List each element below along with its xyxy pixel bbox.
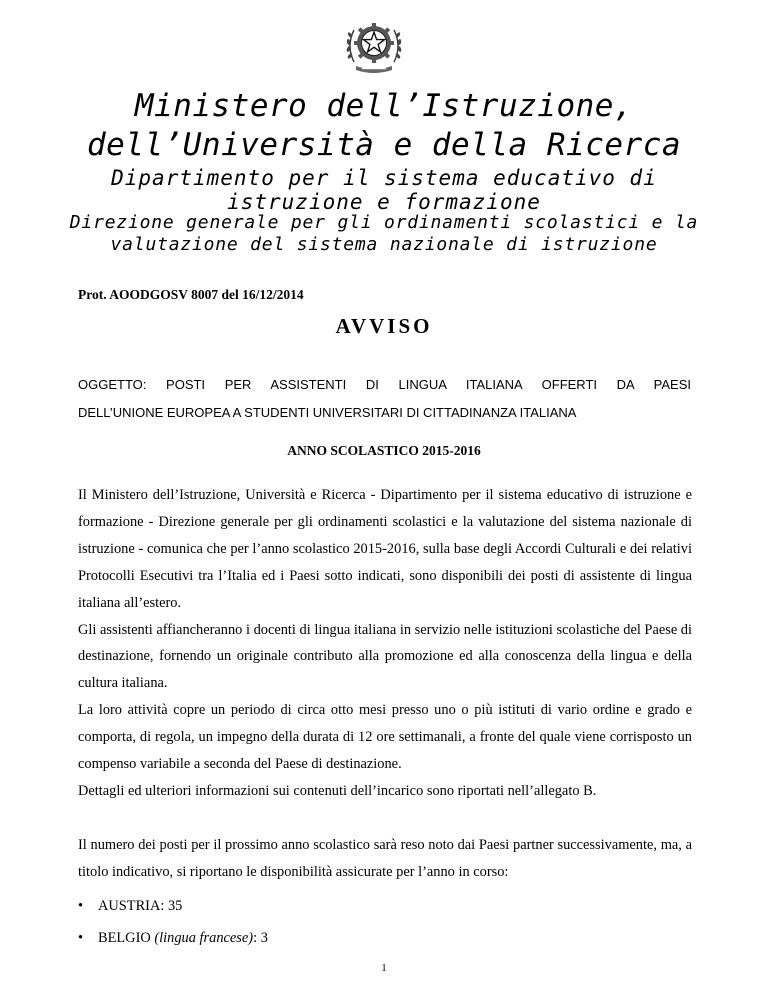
- subject-line-1: OGGETTO: POSTI PER ASSISTENTI DI LINGUA ITALIANA OFFERTI DA PAESI: [78, 377, 691, 392]
- subject-block: [78, 371, 691, 427]
- country-count: : 35: [160, 897, 183, 914]
- subject-line-2: DELL’UNIONE EUROPEA A STUDENTI UNIVERSITARI DI CITTADINANZA ITALIANA: [78, 405, 577, 420]
- body-text: [78, 482, 692, 954]
- paragraph-intro: Il Ministero dell’Istruzione, Università e Ricerca - Dipartimento per il sistema educativo di istruzione e formazione - Direzione generale per gli ordinamenti scolastici e la valutazione del sistema nazionale di istruzione - comunica che per l’anno scolastico 2015-2016, sulla base degli Accordi Culturali e dei relativi Protocolli Esecutivi tra l’Italia ed i Paesi sotto indicati, sono disponibili dei posti di assistente di lingua italiana all’estero.: [78, 487, 692, 611]
- list-item: [78, 890, 692, 922]
- bullet-icon: •: [78, 897, 84, 914]
- page-number: 1: [381, 962, 387, 974]
- country-note: (lingua francese): [154, 929, 254, 946]
- bullet-icon: •: [78, 929, 84, 946]
- paragraph-posts: Il numero dei posti per il prossimo anno scolastico sarà reso noto dai Paesi partner successivamente, ma, a titolo indicativo, si riportano le disponibilità assicurate per l’anno in corso:: [78, 836, 692, 880]
- directorate-line-1: Direzione generale per gli ordinamenti scolastici e la: [69, 212, 699, 233]
- paragraph-details: Dettagli ed ulteriori informazioni sui contenuti dell’incarico sono riportati nell’allegato B.: [78, 782, 597, 799]
- school-year-heading: ANNO SCOLASTICO 2015-2016: [287, 443, 481, 458]
- italian-republic-emblem-icon: [340, 12, 408, 80]
- country-count: : 3: [253, 929, 268, 946]
- protocol-number: Prot. AOODGOSV 8007 del 16/12/2014: [78, 287, 304, 302]
- list-item: [78, 922, 692, 954]
- paragraph-assistants: Gli assistenti affiancheranno i docenti di lingua italiana in servizio nelle istituzioni scolastiche del Paese di destinazione, fornendo un originale contributo alla promozione ed alla conoscenza della lingua e della cultura italiana.: [78, 621, 692, 692]
- directorate-line-2: valutazione del sistema nazionale di istruzione: [110, 234, 658, 255]
- ministry-title-line-2: dell’Università e della Ricerca: [86, 127, 682, 163]
- country-list: [78, 890, 692, 954]
- country-name: BELGIO: [98, 929, 151, 946]
- notice-title: AVVISO: [335, 314, 433, 338]
- department-line-2: istruzione e formazione: [227, 190, 541, 214]
- paragraph-activity: La loro attività copre un periodo di circa otto mesi presso uno o più istituti di vario ordine e grado e comporta, di regola, un impegno della durata di 12 ore settimanali, a fronte del quale viene corrisposto un compenso variabile a seconda del Paese di destinazione.: [78, 702, 692, 773]
- ministry-title-line-1: Ministero dell’Istruzione,: [134, 88, 634, 124]
- department-line-1: Dipartimento per il sistema educativo di: [111, 166, 657, 190]
- country-name: AUSTRIA: [98, 897, 161, 914]
